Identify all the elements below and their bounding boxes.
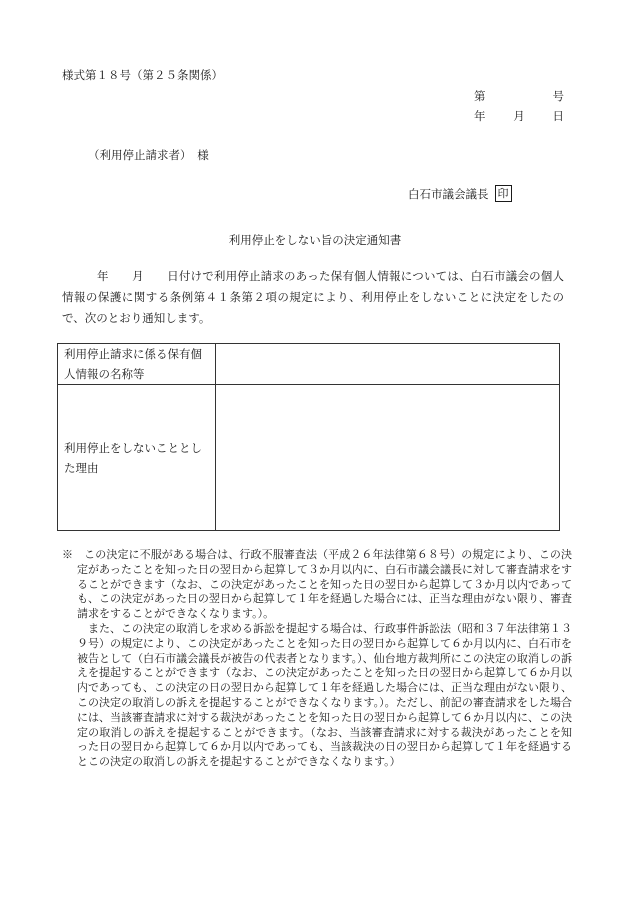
table-row — [58, 385, 560, 531]
note-paragraph-1-text: この決定に不服がある場合は、行政不服審査法（平成２６年法律第６８号）の規定により、この決定があったことを知った日の翌日から起算して３か月以内に、白石市議会議長に対して審査請求をすることができます（なお、この決定があったことを知った日の翌日から起算して３か月以内であっても、この決定があった日の翌日から起算して１年を経過した場合には、正当な理由がない限り、審査請求をすることができなくなります。）。 — [73, 548, 573, 621]
info-table — [57, 343, 560, 531]
note-paragraph-2: また、この決定の取消しを求める訴訟を提起する場合は、行政事件訴訟法（昭和３７年法律第１３９号）の規定により、この決定があったことを知った日の翌日から起算して６か月以内に、白石市を被告として（白石市議会議長が被告の代表者となります。）、仙台地方裁判所にこの決定の取消しの訴えを提起することができます（なお、この決定があったことを知った日の翌日から起算して６か月以内であっても、この決定の日の翌日から起算して１年を経過した場合には、正当な理由がない限り、この決定の取消しの訴えを提起することができなくなります。）。ただし、前記の審査請求をした場合には、当該審査請求に対する裁決があったことを知った日の翌日から起算して６か月以内に、この決定の取消しの訴えを提起することができます。（なお、当該審査請求に対する裁決があったことを知った日の翌日から起算して６か月以内であっても、当該裁決の日の翌日から起算して１年を経過するとこの決定の取消しの訴えを提起することができなくなります。） — [77, 621, 572, 769]
date-day: 日 — [552, 109, 564, 123]
date-month: 月 — [513, 109, 525, 123]
note-mark: ※ — [62, 548, 74, 561]
note-paragraph-1 — [62, 548, 572, 622]
body-text: 年 月 日付けで利用停止請求のあった保有個人情報については、白石市議会の個人情報の保護に関する条例第４１条第２項の規定により、利用停止をしないことに決定をしたので、次のとおり通知します。 — [62, 269, 564, 325]
row-value-reason — [216, 385, 560, 531]
issuer — [408, 185, 512, 202]
appeal-note — [62, 548, 572, 770]
date-year: 年 — [474, 109, 486, 123]
row-label-info-name: 利用停止請求に係る保有個人情報の名称等 — [58, 344, 216, 385]
date-line — [474, 108, 564, 124]
seal-mark: 印 — [495, 185, 512, 202]
document-title: 利用停止をしない旨の決定通知書 — [228, 233, 402, 247]
document-number-line — [474, 88, 564, 104]
table-row — [58, 344, 560, 385]
issuer-name: 白石市議会議長 — [408, 186, 489, 201]
form-number: 様式第１８号（第２５条関係） — [62, 68, 223, 82]
addressee: （利用停止請求者） 様 — [88, 148, 209, 162]
row-label-reason: 利用停止をしないこととした理由 — [58, 385, 216, 531]
row-value-info-name — [216, 344, 560, 385]
number-label-dai: 第 — [474, 89, 486, 103]
number-label-go: 号 — [552, 89, 564, 103]
